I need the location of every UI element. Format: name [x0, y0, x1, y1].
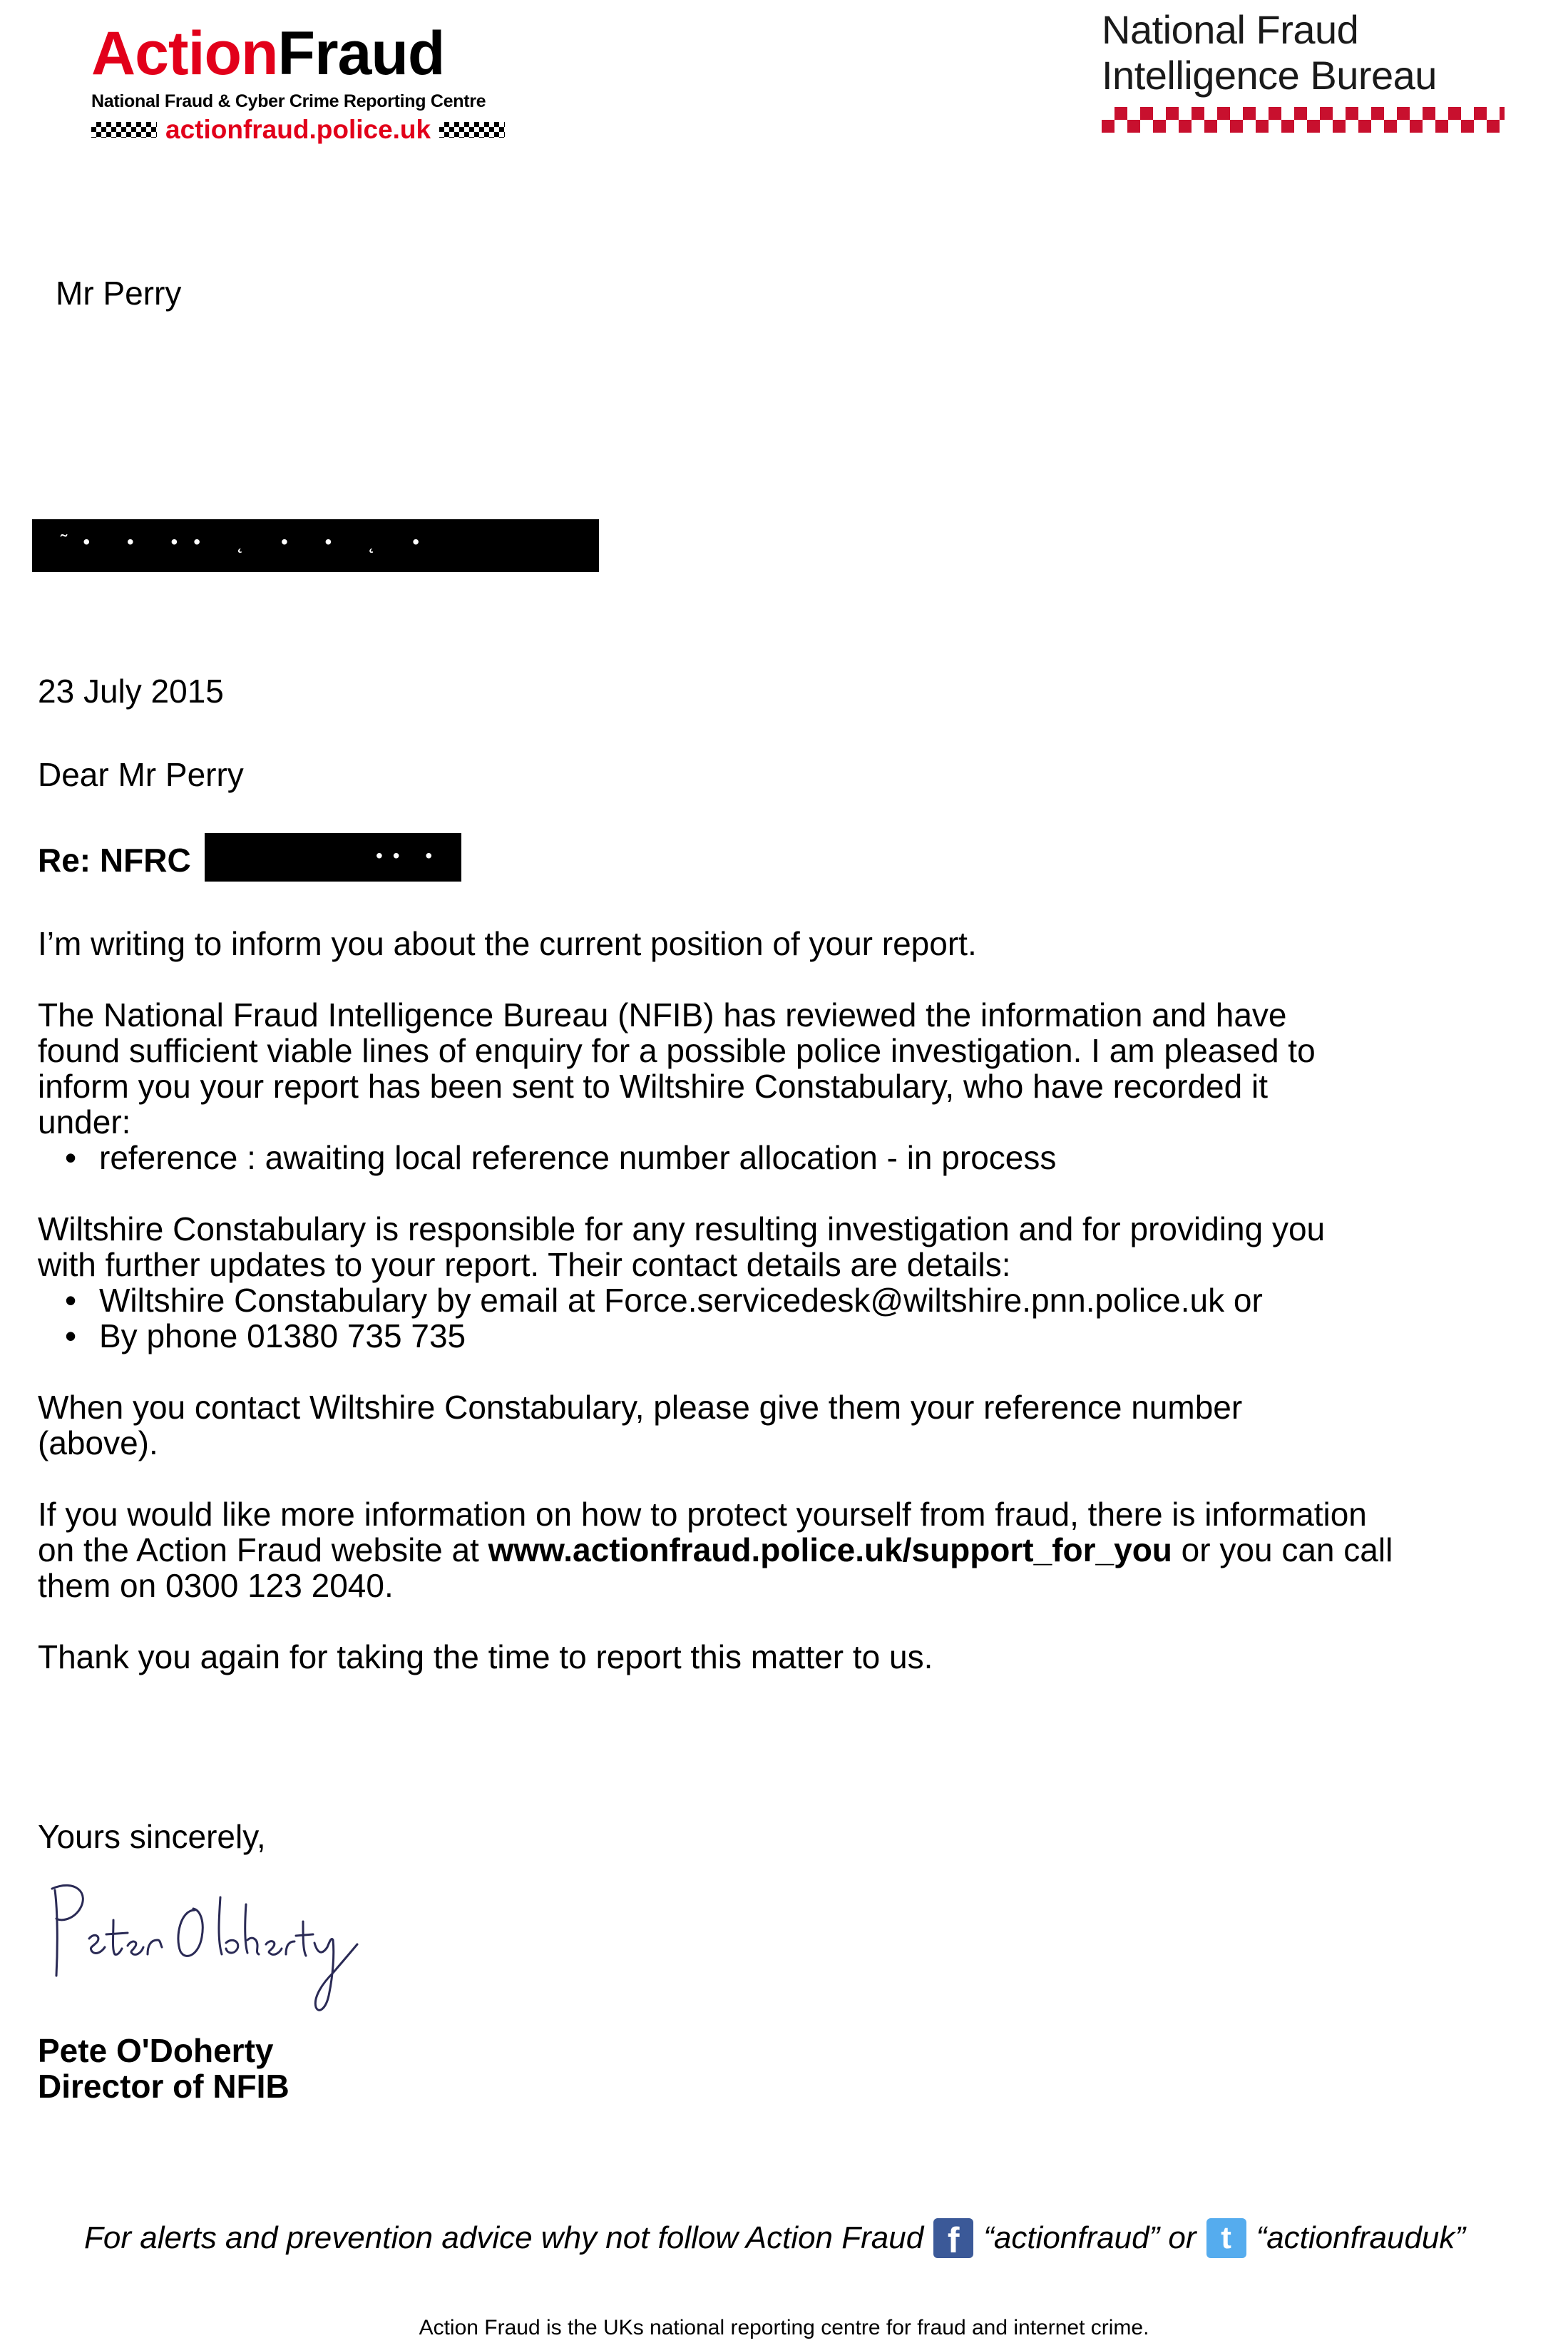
paragraph-line [38, 1532, 1393, 1568]
nfib-logo [1102, 7, 1515, 150]
support-link[interactable]: www.actionfraud.police.uk/support_for_you [488, 1531, 1172, 1568]
paragraph-line: inform you your report has been sent to Wiltshire Constabulary, who have recorded it [38, 1068, 1268, 1105]
signer-title: Director of NFIB [38, 2068, 289, 2105]
logo-subtitle: National Fraud & Cyber Crime Reporting Centre [91, 91, 486, 111]
contact-list [38, 1282, 1325, 1354]
footer-follow-line [84, 2218, 1510, 2258]
checker-pattern-left [91, 122, 157, 138]
reference-list [38, 1140, 1316, 1175]
paragraph-reference-reminder [38, 1389, 1242, 1461]
paragraph-line: with further updates to your report. Their contact details are details: [38, 1246, 1011, 1283]
paragraph-line: found sufficient viable lines of enquiry for a possible police investigation. I am pleased to [38, 1032, 1316, 1069]
thanks-paragraph: Thank you again for taking the time to report this matter to us. [38, 1638, 933, 1675]
paragraph-nfib-review [38, 997, 1316, 1175]
letter-date: 23 July 2015 [38, 673, 224, 710]
nfib-checker-band [1102, 107, 1505, 133]
paragraph-line: them on 0300 123 2040. [38, 1567, 394, 1604]
handwritten-signature [39, 1869, 367, 2026]
checker-pattern-right [439, 122, 505, 138]
facebook-icon[interactable]: f [933, 2218, 973, 2258]
paragraph-line: If you would like more information on how to protect yourself from fraud, there is information [38, 1496, 1367, 1533]
list-item: • By phone 01380 735 735 [38, 1318, 1325, 1354]
signer-name: Pete O'Doherty [38, 2032, 274, 2069]
intro-paragraph: I’m writing to inform you about the current position of your report. [38, 925, 977, 962]
paragraph-line: Wiltshire Constabulary is responsible for any resulting investigation and for providing you [38, 1210, 1326, 1247]
logo-word-action: Action [91, 19, 278, 88]
action-fraud-logo [91, 19, 533, 151]
redaction-artifacts: •• • [376, 844, 443, 867]
logo-website-row [91, 115, 533, 145]
salutation: Dear Mr Perry [38, 756, 244, 793]
footer-note: Action Fraud is the UKs national reporting centre for fraud and internet crime. [419, 2316, 1149, 2339]
reference-label: Re: NFRC [38, 842, 191, 879]
twitter-handle: “actionfrauduk” [1256, 2220, 1466, 2255]
paragraph-contact-details [38, 1211, 1325, 1354]
paragraph-line: When you contact Wiltshire Constabulary, please give them your reference number [38, 1389, 1243, 1426]
list-item: • reference : awaiting local reference number allocation - in process [38, 1140, 1316, 1175]
recipient-name: Mr Perry [56, 275, 182, 312]
follow-text: For alerts and prevention advice why not follow Action Fraud [84, 2220, 924, 2255]
logo-word-fraud: Fraud [277, 19, 445, 88]
list-item: • Wiltshire Constabulary by email at Force.servicedesk@wiltshire.pnn.police.uk or [38, 1282, 1325, 1318]
twitter-icon[interactable]: t [1206, 2218, 1246, 2258]
redacted-address [32, 519, 599, 572]
nfib-logo-line2: Intelligence Bureau [1102, 53, 1437, 98]
redacted-reference [205, 833, 461, 882]
action-fraud-wordmark [91, 19, 533, 88]
logo-website: actionfraud.police.uk [165, 115, 431, 144]
paragraph-text: on the Action Fraud website at [38, 1531, 488, 1568]
closing: Yours sincerely, [38, 1818, 266, 1855]
paragraph-line: The National Fraud Intelligence Bureau (NFIB) has reviewed the information and have [38, 996, 1287, 1033]
paragraph-text: or you can call [1172, 1531, 1393, 1568]
paragraph-more-information [38, 1496, 1393, 1603]
redaction-artifacts: ˜• • •• ˛ • • ˛ • [61, 531, 436, 553]
paragraph-line: under: [38, 1103, 131, 1140]
paragraph-line: (above). [38, 1424, 158, 1461]
nfib-logo-line1: National Fraud [1102, 7, 1359, 52]
facebook-handle: “actionfraud” or [983, 2220, 1197, 2255]
